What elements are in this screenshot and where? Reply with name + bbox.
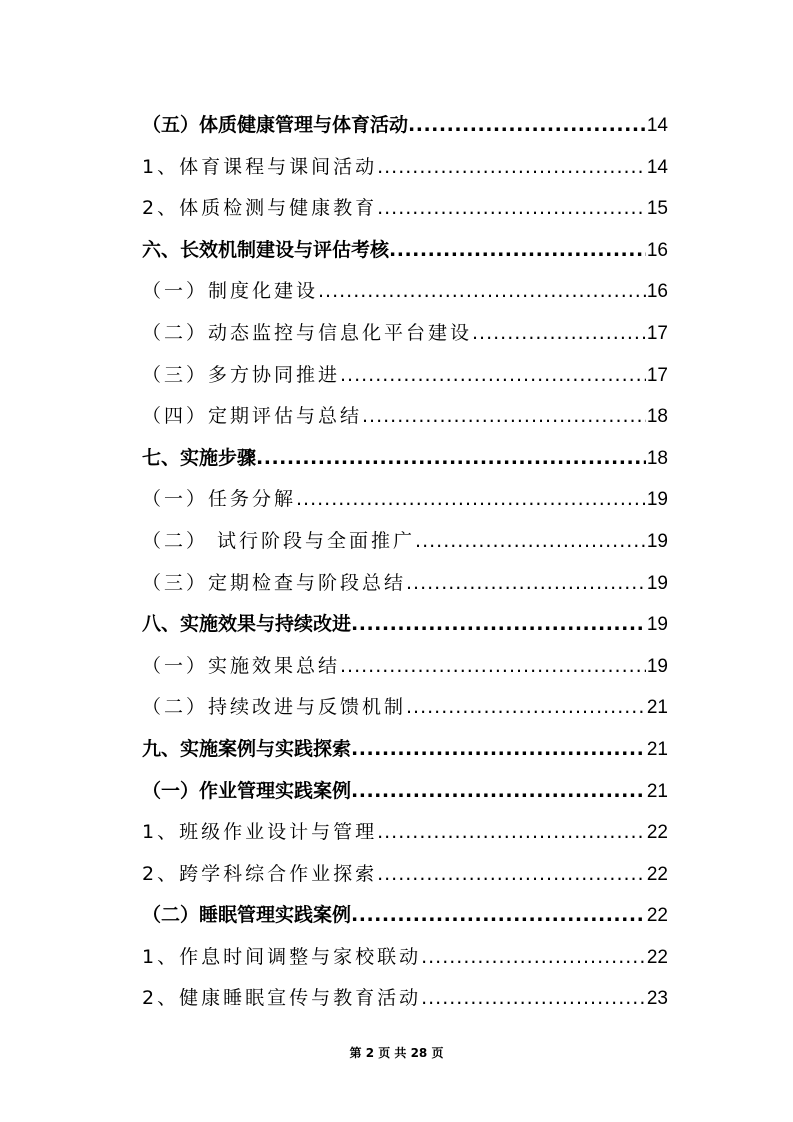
toc-dot-leader [406, 687, 646, 729]
toc-entry-title: 七、实施步骤 [142, 446, 257, 469]
toc-entry-title: 六、长效机制建设与评估考核 [142, 238, 390, 261]
toc-entry-page-number: 22 [646, 822, 668, 844]
toc-entry-title: 2、体质检测与健康教育 [142, 197, 378, 220]
page-number-label: 第 2 页 共 28 页 [349, 1046, 444, 1060]
toc-entry[interactable] [142, 604, 668, 646]
toc-entry[interactable] [142, 396, 668, 438]
toc-entry[interactable] [142, 771, 668, 813]
toc-dot-leader [421, 978, 646, 1020]
page-footer [0, 1044, 793, 1061]
toc-dot-leader [389, 230, 646, 272]
toc-entry[interactable] [142, 521, 668, 563]
toc-entry-title: （二） 试行阶段与全面推广 [142, 529, 416, 552]
toc-entry-page-number: 16 [646, 239, 668, 261]
toc-entry-page-number: 19 [646, 655, 668, 677]
toc-dot-leader [377, 147, 646, 189]
toc-dot-leader [318, 271, 646, 313]
toc-entry-page-number: 19 [646, 489, 668, 511]
toc-entry-title: （一）任务分解 [142, 488, 297, 511]
toc-entry-title: （一）实施效果总结 [142, 654, 341, 677]
toc-entry[interactable] [142, 188, 668, 230]
toc-entry[interactable] [142, 105, 668, 147]
toc-entry-page-number: 21 [646, 738, 668, 760]
toc-entry-title: （二）持续改进与反馈机制 [142, 696, 407, 719]
toc-entry-page-number: 22 [646, 863, 668, 885]
toc-dot-leader [472, 313, 646, 355]
toc-entry-title: （二）睡眠管理实践案例 [142, 904, 352, 927]
toc-dot-leader [377, 812, 646, 854]
toc-entry[interactable] [142, 147, 668, 189]
toc-entry-page-number: 23 [646, 988, 668, 1010]
toc-entry-page-number: 19 [646, 530, 668, 552]
toc-entry-title: （三）多方协同推进 [142, 363, 341, 386]
toc-entry-title: 2、健康睡眠宣传与教育活动 [142, 987, 422, 1010]
toc-entry[interactable] [142, 355, 668, 397]
toc-entry-page-number: 22 [646, 946, 668, 968]
toc-entry-title: 1、作息时间调整与家校联动 [142, 945, 422, 968]
toc-dot-leader [377, 188, 646, 230]
toc-entry[interactable] [142, 854, 668, 896]
toc-entry-page-number: 16 [646, 281, 668, 303]
toc-entry[interactable] [142, 978, 668, 1020]
toc-dot-leader [362, 396, 646, 438]
table-of-contents [142, 105, 668, 1020]
toc-entry[interactable] [142, 729, 668, 771]
toc-dot-leader [256, 438, 646, 480]
toc-entry-page-number: 21 [646, 780, 668, 802]
toc-entry-title: （一）制度化建设 [142, 280, 319, 303]
toc-entry[interactable] [142, 812, 668, 854]
toc-entry-page-number: 19 [646, 614, 668, 636]
toc-entry[interactable] [142, 271, 668, 313]
toc-dot-leader [377, 854, 646, 896]
toc-entry-title: （五）体质健康管理与体育活动 [142, 114, 409, 136]
toc-entry[interactable] [142, 230, 668, 272]
toc-entry-page-number: 14 [646, 156, 668, 178]
toc-entry-title: （一）作业管理实践案例 [142, 779, 352, 802]
toc-entry-page-number: 19 [646, 572, 668, 594]
toc-entry-title: 1、体育课程与课间活动 [142, 155, 378, 178]
toc-dot-leader [351, 771, 646, 813]
toc-entry-page-number: 14 [646, 115, 668, 136]
toc-dot-leader [296, 479, 646, 521]
toc-dot-leader [340, 355, 646, 397]
toc-entry[interactable] [142, 687, 668, 729]
toc-entry-page-number: 22 [646, 905, 668, 927]
toc-entry-title: （三）定期检查与阶段总结 [142, 571, 407, 594]
toc-entry-page-number: 15 [646, 198, 668, 220]
toc-entry[interactable] [142, 563, 668, 605]
toc-entry[interactable] [142, 646, 668, 688]
toc-entry-page-number: 17 [646, 322, 668, 344]
toc-entry-page-number: 18 [646, 406, 668, 428]
toc-entry-title: 九、实施案例与实践探索 [142, 737, 352, 760]
toc-entry-title: 2、跨学科综合作业探索 [142, 862, 378, 885]
toc-entry[interactable] [142, 438, 668, 480]
toc-dot-leader [406, 563, 646, 605]
toc-entry[interactable] [142, 937, 668, 979]
toc-entry-title: 八、实施效果与持续改进 [142, 613, 352, 636]
toc-entry-page-number: 18 [646, 447, 668, 469]
toc-entry-title: （二）动态监控与信息化平台建设 [142, 321, 473, 344]
toc-entry-title: 1、班级作业设计与管理 [142, 821, 378, 844]
toc-dot-leader [351, 604, 646, 646]
toc-entry-page-number: 17 [646, 364, 668, 386]
toc-dot-leader [408, 105, 646, 147]
toc-dot-leader [351, 895, 646, 937]
toc-dot-leader [340, 646, 646, 688]
toc-dot-leader [351, 729, 646, 771]
toc-entry[interactable] [142, 895, 668, 937]
toc-dot-leader [415, 521, 646, 563]
toc-entry-title: （四）定期评估与总结 [142, 405, 363, 428]
toc-entry-page-number: 21 [646, 697, 668, 719]
toc-entry[interactable] [142, 479, 668, 521]
toc-dot-leader [421, 937, 646, 979]
toc-entry[interactable] [142, 313, 668, 355]
